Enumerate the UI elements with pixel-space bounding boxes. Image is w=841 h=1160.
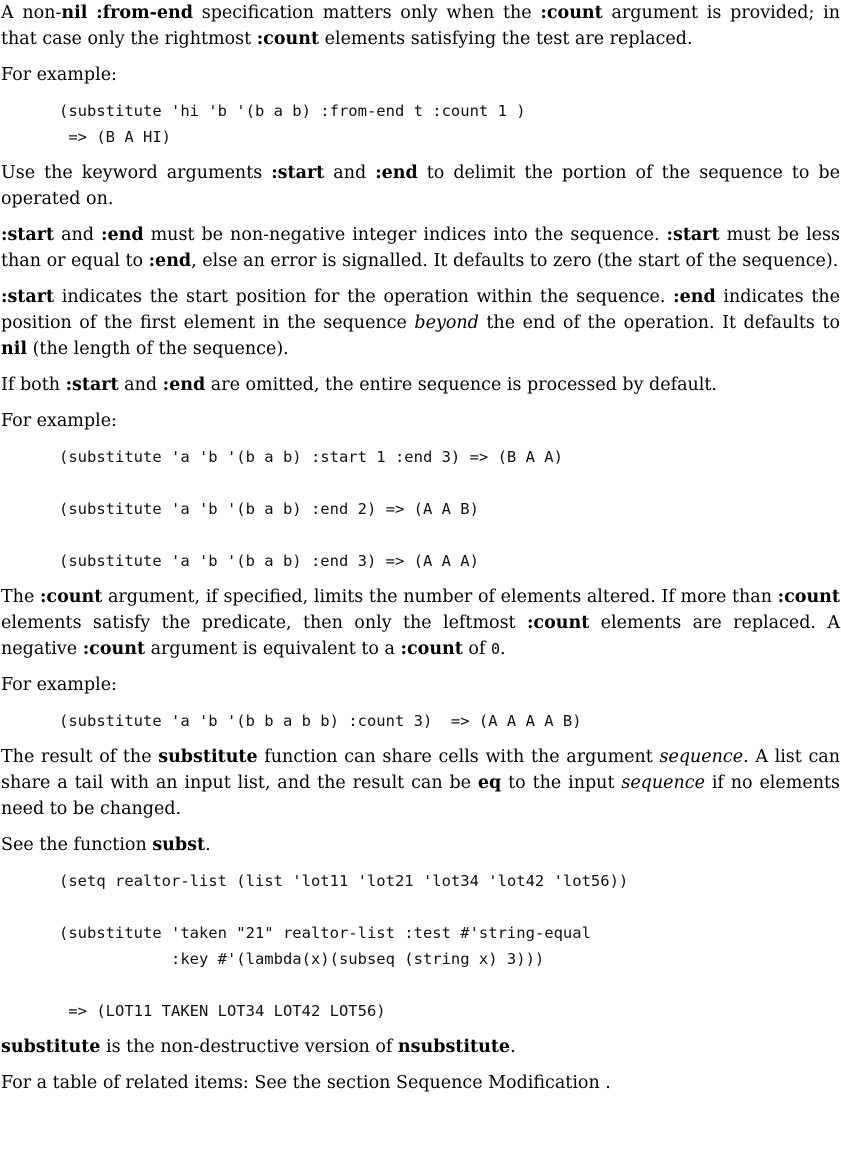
code-line: (substitute 'a 'b '(b a b) :end 2) => (A A B) xyxy=(59,500,479,518)
code-line: => (LOT11 TAKEN LOT34 LOT42 LOT56) xyxy=(59,1002,386,1020)
example-label: For example: xyxy=(1,411,117,431)
code-example-start-end xyxy=(59,444,840,574)
start-end-meaning-paragraph: :start indicates the start position for the operation within the sequence. :end indicates the position of the first element in the sequence beyond the end of the operation. It defaults to nil (the length of the sequence). xyxy=(1,287,841,359)
code-line: (substitute 'a 'b '(b a b) :start 1 :end 3) => (B A A) xyxy=(59,448,563,466)
code-line: :key #'(lambda(x)(subseq (string x) 3))) xyxy=(59,950,545,968)
code-example-realtor xyxy=(59,868,840,1024)
from-end-paragraph: A non-nil :from-end specification matters only when the :count argument is provided; in that case only the rightmost :count elements satisfying the test are replaced. xyxy=(1,3,840,49)
code-line: (substitute 'hi 'b '(b a b) :from-end t :count 1 ) xyxy=(59,102,526,120)
count-paragraph: The :count argument, if specified, limits the number of elements altered. If more than :count elements satisfy the predicate, then only the leftmost :count elements are replaced. A negative :count argument is equivalent to a :count of 0. xyxy=(1,587,840,659)
see-also-paragraph: See the function subst. xyxy=(1,835,211,855)
sequence-modification-link[interactable]: Sequence Modification xyxy=(395,1073,600,1093)
code-line: (substitute 'a 'b '(b a b) :end 3) => (A A A) xyxy=(59,552,479,570)
code-line: (substitute 'a 'b '(b b a b b) :count 3) => (A A A A B) xyxy=(59,712,582,730)
code-example-count xyxy=(59,708,840,734)
start-end-constraints-paragraph: :start and :end must be non-negative integer indices into the sequence. :start must be less than or equal to :end, else an error is signalled. It defaults to zero (the start of the sequence). xyxy=(1,225,840,271)
code-line: => (B A HI) xyxy=(59,128,171,146)
related-items-paragraph: For a table of related items: See the section Sequence Modification . xyxy=(1,1073,611,1093)
code-line: (substitute 'taken "21" realtor-list :test #'string-equal xyxy=(59,924,591,942)
non-destructive-paragraph: substitute is the non-destructive version of nsubstitute. xyxy=(1,1037,516,1057)
omitted-paragraph: If both :start and :end are omitted, the entire sequence is processed by default. xyxy=(1,375,717,395)
start-end-paragraph: Use the keyword arguments :start and :end to delimit the portion of the sequence to be operated on. xyxy=(1,163,840,209)
code-example-from-end xyxy=(59,98,840,150)
example-label: For example: xyxy=(1,675,117,695)
result-sharing-paragraph: The result of the substitute function can share cells with the argument sequence. A list can share a tail with an input list, and the result can be eq to the input sequence if no elements need to be changed. xyxy=(1,747,840,819)
subst-link[interactable]: subst xyxy=(152,835,206,855)
example-label: For example: xyxy=(1,65,117,85)
code-line: (setq realtor-list (list 'lot11 'lot21 'lot34 'lot42 'lot56)) xyxy=(59,872,629,890)
